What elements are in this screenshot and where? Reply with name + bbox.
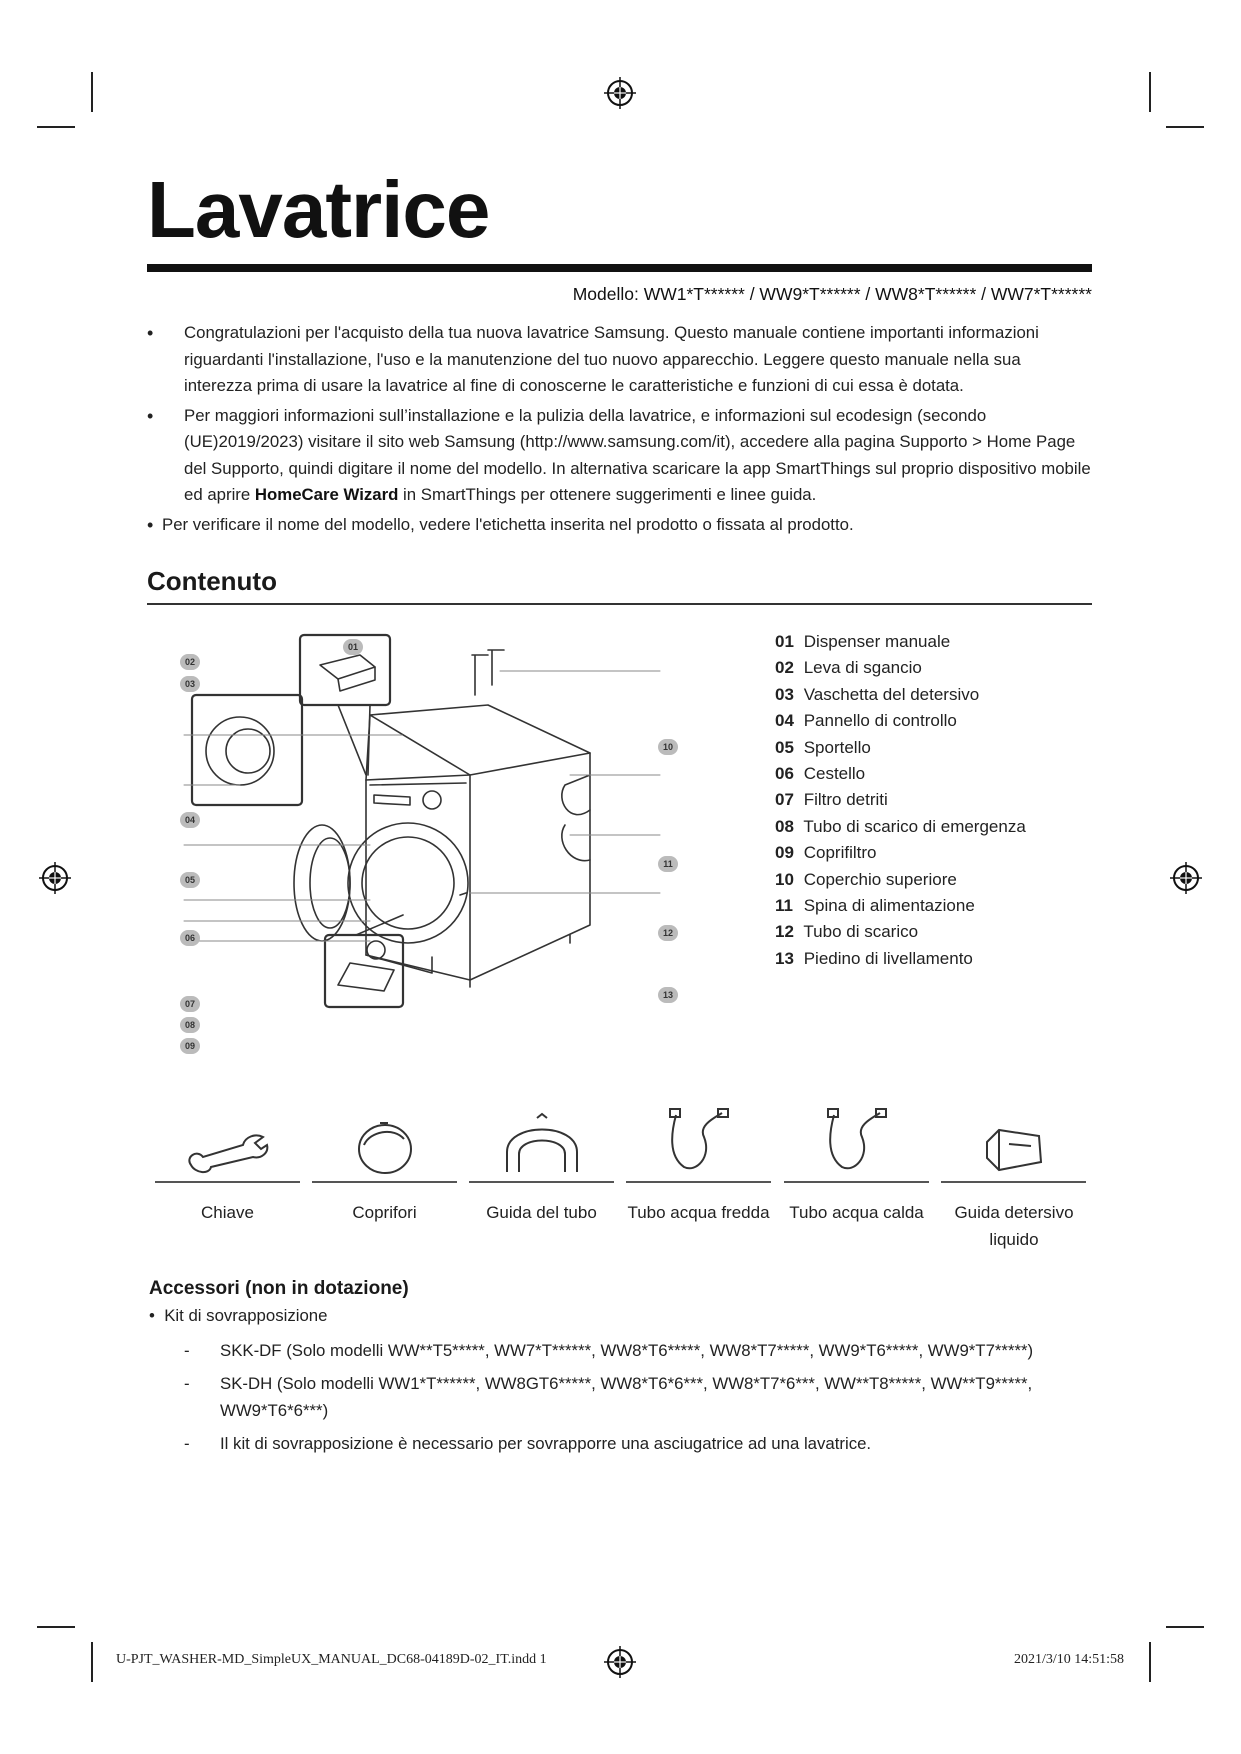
part-list-item [775,893,1026,919]
part-label: Vaschetta del detersivo [799,684,980,704]
item-underline [941,1181,1086,1183]
part-number: 05 [775,737,794,757]
homecare-wizard-text: HomeCare Wizard [254,485,399,504]
accessories-heading: Accessori (non in dotazione) [149,1278,409,1299]
part-list-item [775,867,1026,893]
kit-item-list [184,1337,1064,1463]
footer-file-name: U-PJT_WASHER-MD_SimpleUX_MANUAL_DC68-04189D-02_IT.indd 1 [116,1652,547,1667]
part-label: Sportello [799,737,871,757]
page-title: Lavatrice [147,165,490,254]
part-label: Piedino di livellamento [799,948,973,968]
part-list-item [775,787,1026,813]
washer-top [370,705,590,775]
diagram-callout-07: 07 [180,996,200,1012]
footer-timestamp: 2021/3/10 14:51:58 [1013,1652,1124,1667]
part-list-item [775,655,1026,681]
crop-mark-tl-v [91,72,93,112]
kit-item: - SKK-DF (Solo modelli WW**T5*****, WW7*T******, WW8*T6*****, WW8*T7*****, WW9*T6*****, WW9*T7*****) [184,1337,1064,1364]
part-list-item [775,946,1026,972]
intro-bullet-list [147,320,1092,541]
item-underline [469,1181,614,1183]
included-item [784,1115,929,1222]
hot-water-hose-icon [784,1115,929,1177]
part-number: 08 [775,816,794,836]
kit-bullet: • Kit di sovrapposizione [149,1306,328,1325]
included-item [941,1115,1086,1249]
registration-mark-icon [603,1645,637,1679]
part-number: 13 [775,948,794,968]
item-underline [626,1181,771,1183]
crop-mark-tr-v [1149,72,1151,112]
part-label: Pannello di controllo [799,711,957,731]
crop-mark-br-v [1149,1642,1151,1682]
included-item-label: Tubo acqua fredda [627,1203,770,1222]
part-number: 02 [775,658,794,678]
title-rule [147,264,1092,272]
part-list-item [775,814,1026,840]
diagram-callout-04: 04 [180,812,200,828]
diagram-callout-10: 10 [658,739,678,755]
part-list-item [775,735,1026,761]
part-label: Tubo di scarico [799,922,919,942]
included-item-label: Coprifori [352,1203,417,1222]
crop-mark-bl-h [37,1626,75,1628]
intro-bullet: • Congratulazioni per l'acquisto della tua nuova lavatrice Samsung. Questo manuale contiene importanti informazioni riguardanti l'installazione, l'uso e la manutenzione del tuo nuovo apparecchio. Leggere questo manuale nella sua interezza prima di usare la lavatrice al fine di conoscerne le caratteristiche e funzioni di cui essa è dotata. [147,320,1092,400]
part-label: Coprifiltro [799,843,877,863]
diagram-callout-09: 09 [180,1038,200,1054]
part-label: Coperchio superiore [799,869,957,889]
part-list-item [775,629,1026,655]
item-underline [155,1181,300,1183]
part-label: Leva di sgancio [799,658,922,678]
diagram-callout-11: 11 [658,856,678,872]
part-label: Dispenser manuale [799,632,951,651]
kit-item: - Il kit di sovrapposizione è necessario per sovrapporre una asciugatrice ad una lavatrice. [184,1430,1064,1457]
included-item [155,1115,300,1222]
registration-mark-icon [603,76,637,110]
part-number: 01 [775,632,794,651]
cold-water-hose-icon [626,1115,771,1177]
item-underline [784,1181,929,1183]
intro-bullet: • Per verificare il nome del modello, vedere l'etichetta inserita nel prodotto o fissata al prodotto. [147,512,1092,539]
part-list-item [775,708,1026,734]
diagram-callout-01: 01 [343,639,363,655]
part-number: 03 [775,684,794,704]
diagram-callout-05: 05 [180,872,200,888]
section-rule [147,603,1092,605]
part-number: 07 [775,790,794,810]
intro-bullet: • Per maggiori informazioni sull’installazione e la pulizia della lavatrice, e informazioni sul ecodesign (secondo (UE)2019/2023) visitare il sito web Samsung (http://www.samsung.com/it), accedere alla pagina Supporto > Home Page del Supporto, quindi digitare il nome del modello. In alternativa scaricare la app SmartThings sul proprio dispositivo mobile ed aprire HomeCare Wizard in SmartThings per ottenere suggerimenti e linee guida. [147,403,1092,509]
included-item [626,1115,771,1222]
washer-diagram [170,625,710,1065]
crop-mark-tr-h [1166,126,1204,128]
model-line: Modello: WW1*T****** / WW9*T****** / WW8*T****** / WW7*T****** [572,284,1092,304]
diagram-callout-12: 12 [658,925,678,941]
included-item [312,1115,457,1222]
part-label: Filtro detriti [799,790,888,810]
section-heading-contents: Contenuto [147,566,277,596]
part-list-item [775,840,1026,866]
kit-item: - SK-DH (Solo modelli WW1*T******, WW8GT6*****, WW8*T6*6***, WW8*T7*6***, WW**T8*****, WW**T9*****, WW9*T6*6***) [184,1370,1064,1424]
diagram-callout-03: 03 [180,676,200,692]
registration-mark-icon [1169,861,1203,895]
diagram-callout-13: 13 [658,987,678,1003]
diagram-callout-02: 02 [180,654,200,670]
liquid-detergent-guide-icon [941,1115,1086,1177]
part-list-item [775,761,1026,787]
included-item-label: Guida detersivo liquido [954,1203,1074,1249]
hole-cap-icon [312,1115,457,1177]
part-number: 09 [775,843,794,863]
part-list-item [775,682,1026,708]
part-list-item [775,919,1026,945]
crop-mark-bl-v [91,1642,93,1682]
diagram-callout-06: 06 [180,930,200,946]
part-number: 12 [775,922,794,942]
part-label: Tubo di scarico di emergenza [799,816,1026,836]
crop-mark-br-h [1166,1626,1204,1628]
included-item-label: Chiave [201,1203,254,1222]
part-label: Spina di alimentazione [799,896,975,916]
washer-front-panel [366,780,432,973]
part-number: 06 [775,764,794,784]
part-number: 04 [775,711,794,731]
crop-mark-tl-h [37,126,75,128]
wrench-icon [155,1115,300,1177]
included-item-label: Tubo acqua calda [789,1203,924,1222]
part-number: 10 [775,869,794,889]
hose-guide-icon [469,1115,614,1177]
included-item-label: Guida del tubo [486,1203,597,1222]
parts-list [775,629,1026,972]
part-label: Cestello [799,764,866,784]
included-item [469,1115,614,1222]
diagram-callout-08: 08 [180,1017,200,1033]
registration-mark-icon [38,861,72,895]
part-number: 11 [775,896,793,916]
item-underline [312,1181,457,1183]
